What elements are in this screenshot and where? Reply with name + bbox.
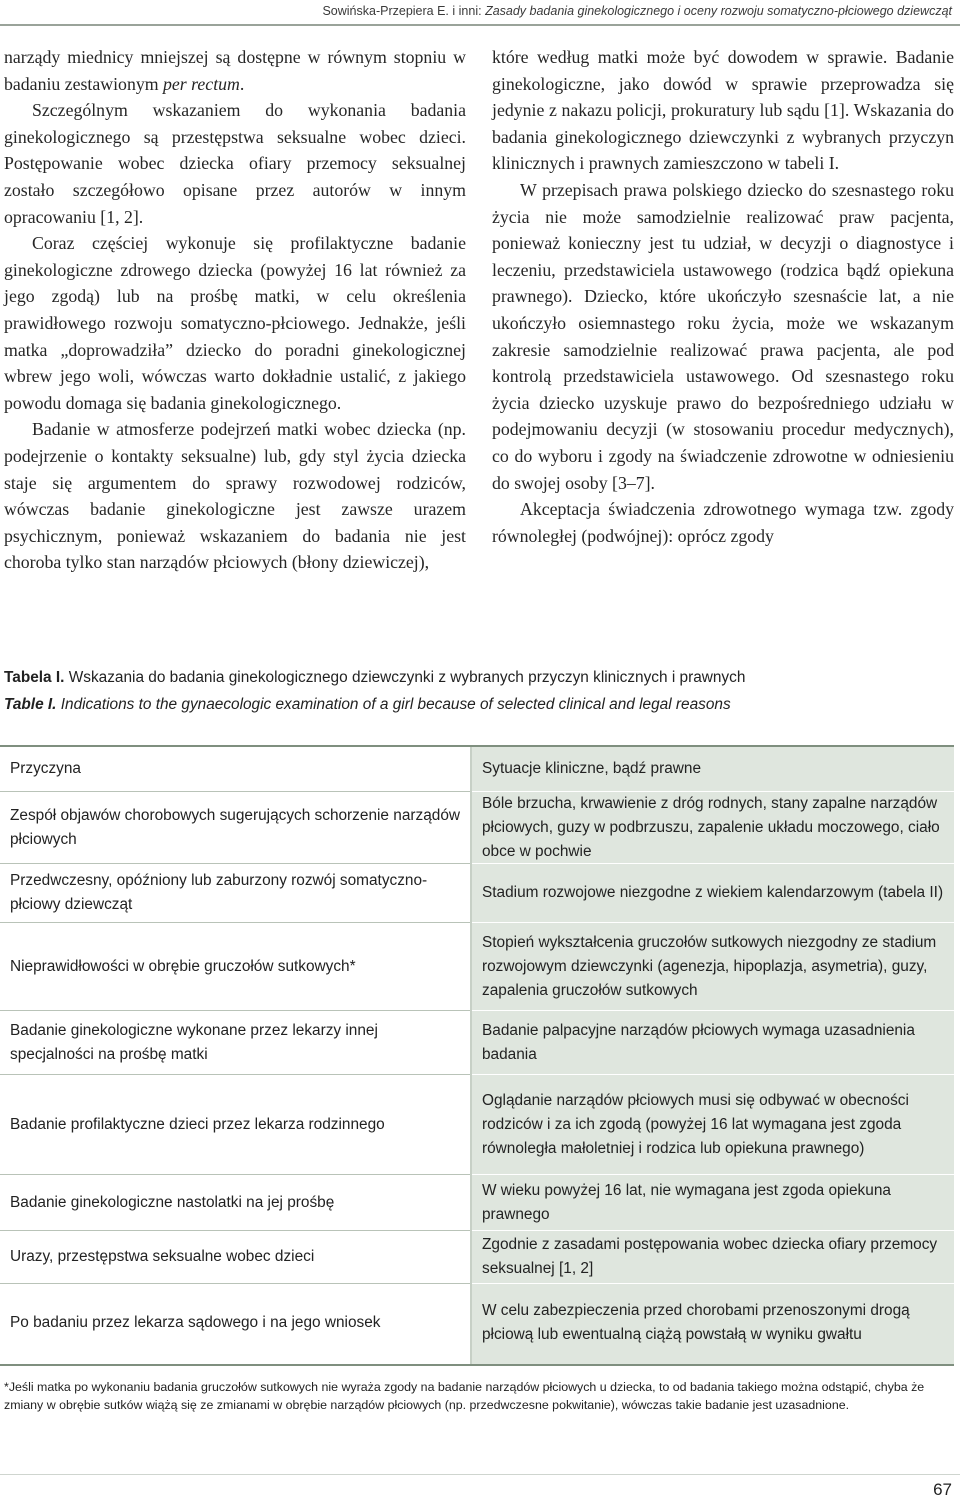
table-row-cause: Badanie ginekologiczne wykonane przez lekarzy innej specjalności na prośbę matki (0, 1011, 470, 1075)
caption-english-label: Table I. (4, 696, 57, 713)
table-row-situation: W celu zabezpieczenia przed chorobami przenoszonymi drogą płciową lub ewentualną ciążą powstałą w wyniku gwałtu (482, 1302, 910, 1343)
table-caption (4, 664, 954, 718)
table-row-cause: Zespół objawów chorobowych sugerujących schorzenie narządów płciowych (0, 792, 470, 864)
page-number: 67 (933, 1480, 952, 1499)
table-row-cause: Urazy, przestępstwa seksualne wobec dzieci (0, 1231, 470, 1284)
right-text-column (492, 44, 954, 549)
table-row-situation: Bóle brzucha, krwawienie z dróg rodnych, stany zapalne narządów płciowych, guzy w podbrzuszu, zapalenie układu moczowego, ciało obce w pochwie (472, 792, 954, 864)
caption-english-text: Indications to the gynaecologic examination of a girl because of selected clinical and legal reasons (56, 696, 731, 713)
left-paragraph-1-italic: per rectum (163, 73, 240, 94)
table-row-cause: Badanie ginekologiczne nastolatki na jej prośbę (0, 1175, 470, 1231)
caption-polish-text: Wskazania do badania ginekologicznego dziewczynki z wybranych przyczyn klinicznych i prawnych (64, 669, 746, 686)
table-header-situation: Sytuacje kliniczne, bądź prawne (472, 747, 954, 792)
table-row-situation: W wieku powyżej 16 lat, nie wymagana jest zgoda opiekuna prawnego (472, 1175, 954, 1231)
caption-polish (4, 664, 954, 691)
running-head (0, 4, 952, 18)
left-paragraph-3: Coraz częściej wykonuje się profilaktyczne badanie ginekologiczne zdrowego dziecka (powyżej 16 lat również za jego zgodą) lub na prośbę matki, w celu określenia prawidłowego rozwoju somatyczno-płciowego. Jednakże, jeśli matka „doprowadziła” dziecko do poradni ginekologicznej wbrew jego woli, wówczas warto dokładnie ustalić, z jakiego powodu domaga się badania ginekologicznego. (4, 233, 466, 413)
footer-rule (0, 1474, 960, 1475)
caption-english (4, 691, 954, 718)
header-rule (0, 24, 960, 26)
right-paragraph-2: W przepisach prawa polskiego dziecko do szesnastego roku życia nie może samodzielnie realizować praw pacjenta, ponieważ konieczny jest tu udział, w decyzji o diagnostyce i leczeniu, przedstawiciela ustawowego (rodzica bądź opiekuna prawnego). Dziecko, które ukończyło szesnaście lat, a nie ukończyło osiemnastego roku życia, może we wskazanym zakresie samodzielnie realizować prawa pacjenta, ale pod kontrolą przedstawiciela ustawowego. Od szesnastego roku życia dziecko uzyskuje prawo do bezpośredniego udziału w podejmowaniu decyzji (w stosowaniu procedur medycznych), co do wyboru i zgody na świadczenie zdrowotne w odniesieniu do swojej osoby [3–7]. (492, 179, 954, 493)
right-paragraph-3: Akceptacja świadczenia zdrowotnego wymaga tzw. zgody równoległej (podwójnej): oprócz zgody (492, 499, 954, 546)
left-text-column (4, 44, 466, 576)
table-column-situation (470, 747, 954, 1364)
running-head-authors: Sowińska-Przepiera E. i inni: (322, 4, 482, 18)
table-row-situation: Zgodnie z zasadami postępowania wobec dziecka ofiary przemocy seksualnej [1, 2] (472, 1231, 954, 1284)
table-footnote: *Jeśli matka po wykonaniu badania gruczołów sutkowych nie wyraża zgody na badanie narządów płciowych u dziecka, to od badania takiego można odstąpić, chyba że zmiany w obrębie sutków wiążą się ze zmianami w obrębie narządów płciowych (np. przedwczesne pokwitanie), wówczas takie badanie jest uzasadnione. (4, 1380, 925, 1412)
left-paragraph-1 (4, 44, 466, 97)
table-row-situation: Stopień wykształcenia gruczołów sutkowych niezgodny ze stadium rozwojowym dziewczynki (agenezja, hipoplazja, asymetria), guzy, zapalenia gruczołów sutkowych (472, 923, 954, 1011)
caption-polish-label: Tabela I. (4, 669, 65, 686)
table-header-cause: Przyczyna (0, 747, 470, 792)
table-row-situation: Badanie palpacyjne narządów płciowych wymaga uzasadnienia badania (472, 1011, 954, 1075)
table-row-cause: Nieprawidłowości w obrębie gruczołów sutkowych* (0, 923, 470, 1011)
table-row-situation: Stadium rozwojowe niezgodne z wiekiem kalendarzowym (tabela II) (472, 864, 954, 923)
left-paragraph-1-text: narządy miednicy mniejszej są dostępne w równym stopniu w badaniu zestawionym (4, 47, 466, 94)
table-row-cause: Po badaniu przez lekarza sądowego i na jego wniosek (10, 1314, 381, 1331)
right-paragraph-1: które według matki może być dowodem w sprawie. Badanie ginekologiczne, jako dowód w sprawie przeprowadza się jedynie z nakazu policji, prokuratury lub sądu [1]. Wskazania do badania ginekologicznego dziewczynki z wybranych przyczyn klinicznych i prawnych zamieszczono w tabeli I. (492, 47, 954, 174)
table-row-cause: Badanie profilaktyczne dzieci przez lekarza rodzinnego (0, 1075, 470, 1175)
running-head-title: Zasady badania ginekologicznego i oceny rozwoju somatyczno-płciowego dziewcząt (485, 4, 952, 18)
table-row-situation: Oglądanie narządów płciowych musi się odbywać w obecności rodziców i za ich zgodą (powyżej 16 lat wymagana jest zgoda równoległa małoletniej i rodzica lub opiekuna prawnego) (472, 1075, 954, 1175)
left-paragraph-2: Szczególnym wskazaniem do wykonania badania ginekologicznego są przestępstwa seksualne wobec dzieci. Postępowanie wobec dziecka ofiary przemocy seksualnej zostało szczegółowo opisane przez autorów w innym opracowaniu [1, 2]. (4, 100, 466, 227)
indications-table (0, 745, 954, 1366)
table-column-cause (0, 747, 470, 1364)
left-paragraph-4: Badanie w atmosferze podejrzeń matki wobec dziecka (np. podejrzenie o kontakty seksualne) lub, gdy styl życia dziecka staje się argumentem do sprawy rozwodowej rodziców, wówczas badanie ginekologiczne jest zawsze urazem psychicznym, ponieważ wskazaniem do badania nie jest choroba tylko stan narządów płciowych (błony dziewiczej), (4, 419, 466, 573)
table-row-cause: Przedwczesny, opóźniony lub zaburzony rozwój somatyczno-płciowy dziewcząt (0, 864, 470, 923)
left-paragraph-1-end: . (239, 73, 245, 94)
